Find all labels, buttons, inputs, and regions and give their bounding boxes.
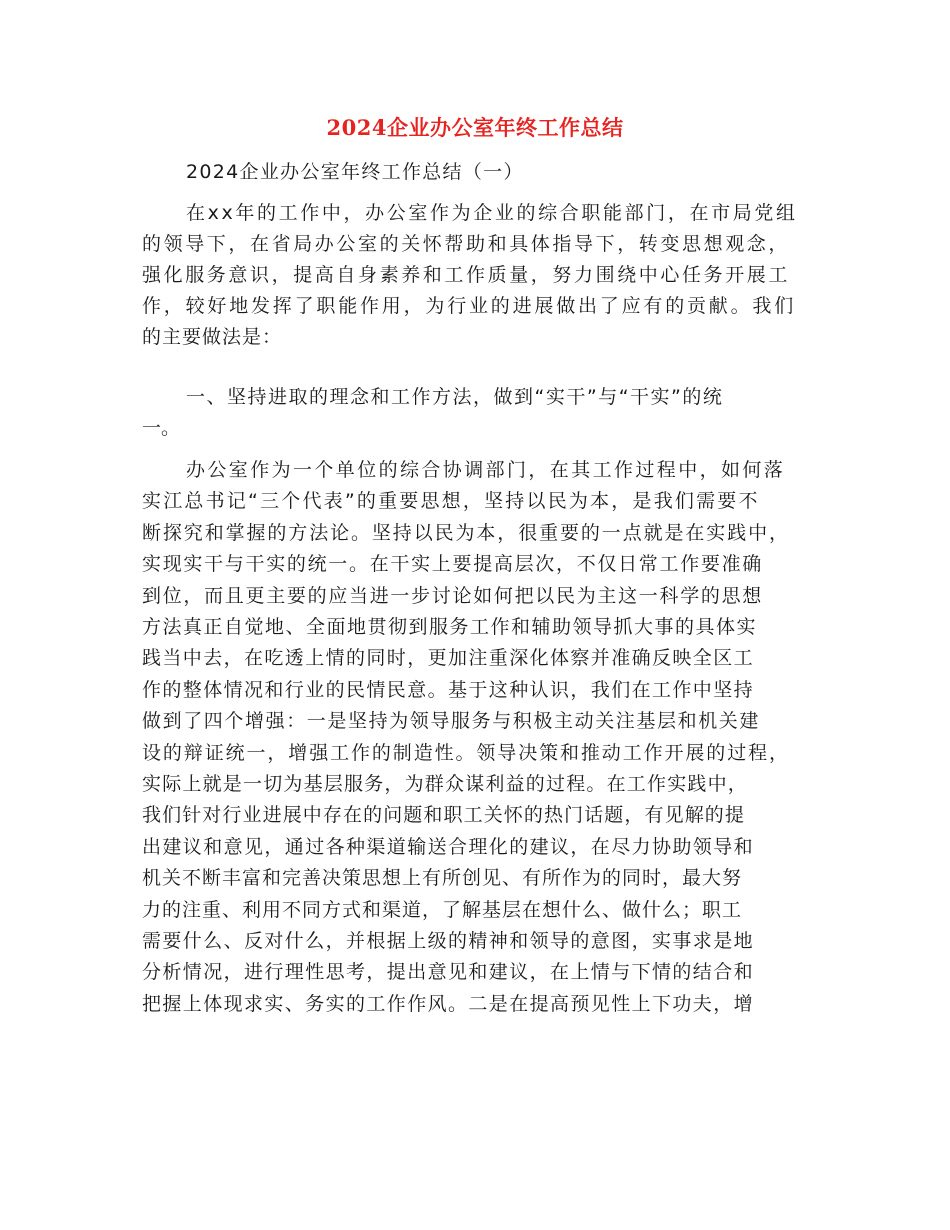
paragraph-line: 实江总书记“三个代表”的重要思想，坚持以民为本，是我们需要不 bbox=[142, 490, 760, 512]
paragraph-line: 需要什么、反对什么，并根据上级的精神和领导的意图，实事求是地 bbox=[142, 930, 755, 952]
paragraph-line: 作的整体情况和行业的民情民意。基于这种认识，我们在工作中坚持 bbox=[142, 679, 755, 701]
paragraph-line: 办公室作为一个单位的综合协调部门，在其工作过程中，如何落 bbox=[186, 459, 786, 481]
paragraph-line: 设的辩证统一，增强工作的制造性。领导决策和推动工作开展的过程， bbox=[142, 742, 790, 764]
paragraph-line: 断探究和掌握的方法论。坚持以民为本，很重要的一点就是在实践中， bbox=[142, 522, 790, 544]
section-heading-line: 2024企业办公室年终工作总结（一） bbox=[186, 161, 524, 183]
paragraph-line: 的领导下，在省局办公室的关怀帮助和具体指导下，转变思想观念， bbox=[142, 233, 791, 255]
paragraph-line: 把握上体现求实、务实的工作作风。二是在提高预见性上下功夫，增 bbox=[142, 993, 755, 1015]
paragraph-line: 方法真正自觉地、全面地贯彻到服务工作和辅助领导抓大事的具体实 bbox=[142, 616, 758, 638]
subheading-line: 一、坚持进取的理念和工作方法，做到“实干”与“干实”的统 bbox=[186, 386, 724, 408]
paragraph-line: 作，较好地发挥了职能作用，为行业的进展做出了应有的贡献。我们 bbox=[142, 295, 797, 317]
subheading-line: 一。 bbox=[142, 417, 181, 439]
paragraph-line: 实际上就是一切为基层服务，为群众谋利益的过程。在工作实践中， bbox=[142, 773, 749, 795]
document-title: 2024企业办公室年终工作总结 bbox=[326, 115, 624, 140]
paragraph-line: 践当中去，在吃透上情的同时，更加注重深化体察并准确反映全区工 bbox=[142, 647, 755, 669]
paragraph-line: 到位，而且更主要的应当进一步讨论如何把以民为主这一科学的思想 bbox=[142, 585, 764, 607]
paragraph-line: 实现实干与干实的统一。在干实上要提高层次，不仅日常工作要准确 bbox=[142, 553, 764, 575]
paragraph-line: 我们针对行业进展中存在的问题和职工关怀的热门话题，有见解的提 bbox=[142, 804, 746, 826]
paragraph-line: 强化服务意识，提高自身素养和工作质量，努力围绕中心任务开展工 bbox=[142, 264, 791, 286]
paragraph-line: 的主要做法是： bbox=[142, 326, 283, 348]
paragraph-line: 做到了四个增强：一是坚持为领导服务与积极主动关注基层和机关建 bbox=[142, 710, 761, 732]
paragraph-line: 机关不断丰富和完善决策思想上有所创见、有所作为的同时，最大努 bbox=[142, 867, 743, 889]
paragraph-line: 在xx年的工作中，办公室作为企业的综合职能部门，在市局党组 bbox=[186, 202, 798, 224]
paragraph-line: 力的注重、利用不同方式和渠道，了解基层在想什么、做什么；职工 bbox=[142, 899, 743, 921]
paragraph-line: 分析情况，进行理性思考，提出意见和建议，在上情与下情的结合和 bbox=[142, 961, 755, 983]
paragraph-line: 出建议和意见，通过各种渠道输送合理化的建议，在尽力协助领导和 bbox=[142, 836, 755, 858]
